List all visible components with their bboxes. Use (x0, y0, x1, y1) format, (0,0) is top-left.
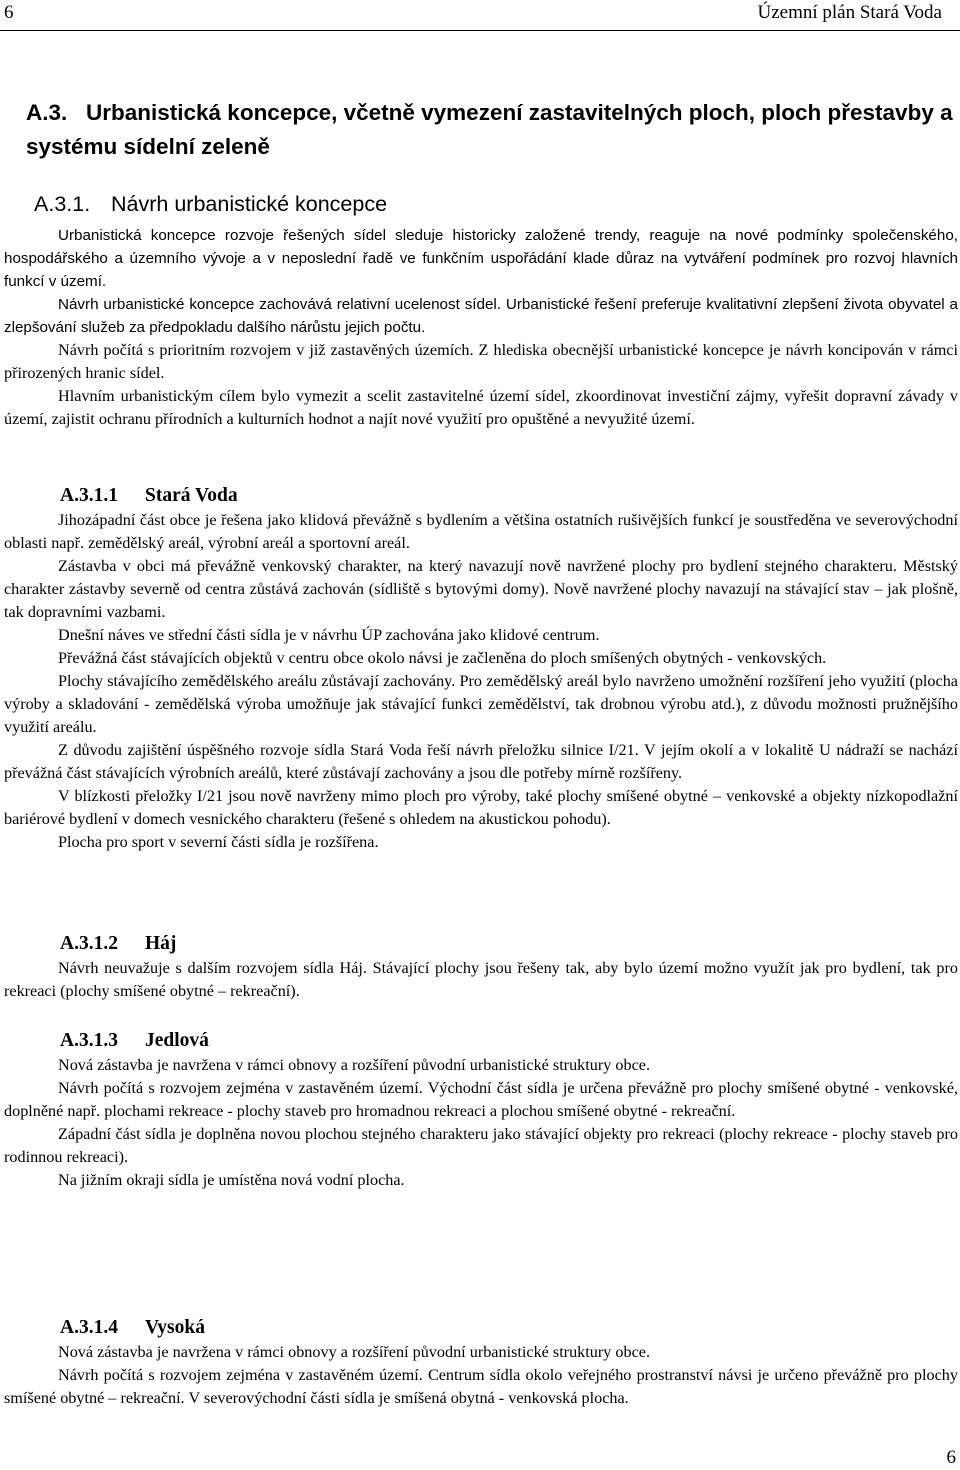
footer-page-number: 6 (946, 1447, 956, 1468)
section-a313-title: Jedlová (145, 1030, 209, 1051)
paragraph: Plocha pro sport v severní části sídla je rozšířena. (58, 833, 379, 851)
paragraph: Návrh urbanistické koncepce zachovává relativní ucelenost sídel. Urbanistické řešení preferuje kvalitativní zlepšení života obyvatel a zlepšování služeb za předpokladu dalšího nárůstu jejich počtu. (4, 296, 958, 336)
header-page-number: 6 (4, 2, 14, 23)
paragraph: Převážná část stávajících objektů v centru obce okolo návsi je začleněna do ploch smíšených obytných - venkovských. (58, 649, 827, 667)
paragraph: Návrh počítá s rozvojem zejména v zastavěném území. Východní část sídla je určena převážně pro plochy smíšené obytné - venkovské, doplněné např. plochami rekreace - plochy staveb pro hromadnou rekreaci a plochou smíšené obytné - rekreační. (4, 1079, 958, 1120)
section-a3-title: Urbanistická koncepce, včetně vymezení zastavitelných ploch, ploch přestavby a systému sídelní zeleně (26, 100, 953, 159)
section-a313-heading (60, 1029, 958, 1053)
paragraph: Na jižním okraji sídla je umístěna nová vodní plocha. (58, 1171, 405, 1189)
section-a313 (4, 1029, 958, 1192)
paragraph: V blízkosti přeložky I/21 jsou nově navrženy mimo ploch pro výroby, také plochy smíšené obytné – venkovské a objekty nízkopodlažní bariérové bydlení v domech vesnického charakteru (řešené s ohledem na akustickou pohodu). (4, 787, 958, 828)
paragraph: Návrh neuvažuje s dalším rozvojem sídla Háj. Stávající plochy jsou řešeny tak, aby bylo území možno využít jak pro bydlení, tak pro rekreaci (plochy smíšené obytné – rekreační). (4, 959, 958, 1000)
section-a311-heading (60, 484, 958, 508)
section-a31-number: A.3.1. (34, 192, 91, 216)
paragraph: Návrh počítá s prioritním rozvojem v již zastavěných územích. Z hlediska obecnější urbanistické koncepce je návrh koncipován v rámci přirozených hranic sídel. (4, 341, 958, 382)
paragraph: Urbanistická koncepce rozvoje řešených sídel sleduje historicky založené trendy, reaguje na nové podmínky společenského, hospodářského a územního vývoje a v neposlední řadě ve funkčním uspořádání klade důraz na vytváření podmínek pro rozvoj hlavních funkcí v území. (4, 227, 958, 290)
section-a3-heading (26, 96, 956, 164)
section-a311 (4, 484, 958, 854)
header-document-title: Územní plán Stará Voda (757, 2, 942, 23)
section-a31-heading (34, 191, 387, 217)
section-a311-number: A.3.1.1 (60, 485, 118, 506)
section-a31-body (4, 224, 958, 431)
paragraph: Západní část sídla je doplněna novou plochou stejného charakteru jako stávající objekty pro rekreaci (plochy rekreace - plochy staveb pro rodinnou rekreaci). (4, 1125, 958, 1166)
section-a311-title: Stará Voda (145, 485, 238, 506)
paragraph: Nová zástavba je navržena v rámci obnovy a rozšíření původní urbanistické struktury obce. (58, 1343, 650, 1361)
paragraph: Dnešní náves ve střední části sídla je v návrhu ÚP zachována jako klidové centrum. (58, 626, 600, 644)
section-a312-heading (60, 932, 958, 956)
paragraph: Hlavním urbanistickým cílem bylo vymezit a scelit zastavitelné území sídel, zkoordinovat investiční zájmy, vyřešit dopravní závady v území, zajistit ochranu přírodních a kulturních hodnot a najít nové využití pro opuštěné a nevyužité území. (4, 387, 958, 428)
section-a314-title: Vysoká (145, 1317, 205, 1338)
section-a312 (4, 932, 958, 1003)
section-a312-title: Háj (145, 933, 177, 954)
section-a314-heading (60, 1316, 958, 1340)
header-rule (0, 30, 960, 31)
paragraph: Z důvodu zajištění úspěšného rozvoje sídla Stará Voda řeší návrh přeložku silnice I/21. V jejím okolí a v lokalitě U nádraží se nachází převážná část stávajících výrobních areálů, které zůstávají zachovány a jsou dle potřeby mírně rozšířeny. (4, 741, 958, 782)
paragraph: Jihozápadní část obce je řešena jako klidová převážně s bydlením a většina ostatních rušivějších funkcí je soustředěna ve severovýchodní oblasti např. zemědělský areál, výrobní areál a sportovní areál. (4, 511, 958, 552)
section-a312-number: A.3.1.2 (60, 933, 118, 954)
section-a314-number: A.3.1.4 (60, 1317, 118, 1338)
section-a3-number: A.3. (26, 100, 68, 125)
paragraph: Zástavba v obci má převážně venkovský charakter, na který navazují nově navržené plochy pro bydlení stejného charakteru. Městský charakter zástavby severně od centra zůstává zachován (sídliště s bytovými domy). Nově navržené plochy navazují na stávající stav – jak plošně, tak dopravními vazbami. (4, 557, 958, 621)
paragraph: Nová zástavba je navržena v rámci obnovy a rozšíření původní urbanistické struktury obce. (58, 1056, 650, 1074)
section-a314 (4, 1316, 958, 1410)
paragraph: Plochy stávajícího zemědělského areálu zůstávají zachovány. Pro zemědělský areál bylo navrženo umožnění rozšíření jeho využití (plocha výroby a skladování - zemědělská výroba umožňuje jak stávající funkci zemědělství, tak drobnou výrobu atd.), z důvodu možnosti pružnějšího využití areálu. (4, 672, 958, 736)
paragraph: Návrh počítá s rozvojem zejména v zastavěném území. Centrum sídla okolo veřejného prostranství návsi je určeno převážně pro plochy smíšené obytné – rekreační. V severovýchodní části sídla je smíšená obytná - venkovská plocha. (4, 1366, 958, 1407)
section-a313-number: A.3.1.3 (60, 1030, 118, 1051)
section-a31-title: Návrh urbanistické koncepce (111, 192, 388, 216)
